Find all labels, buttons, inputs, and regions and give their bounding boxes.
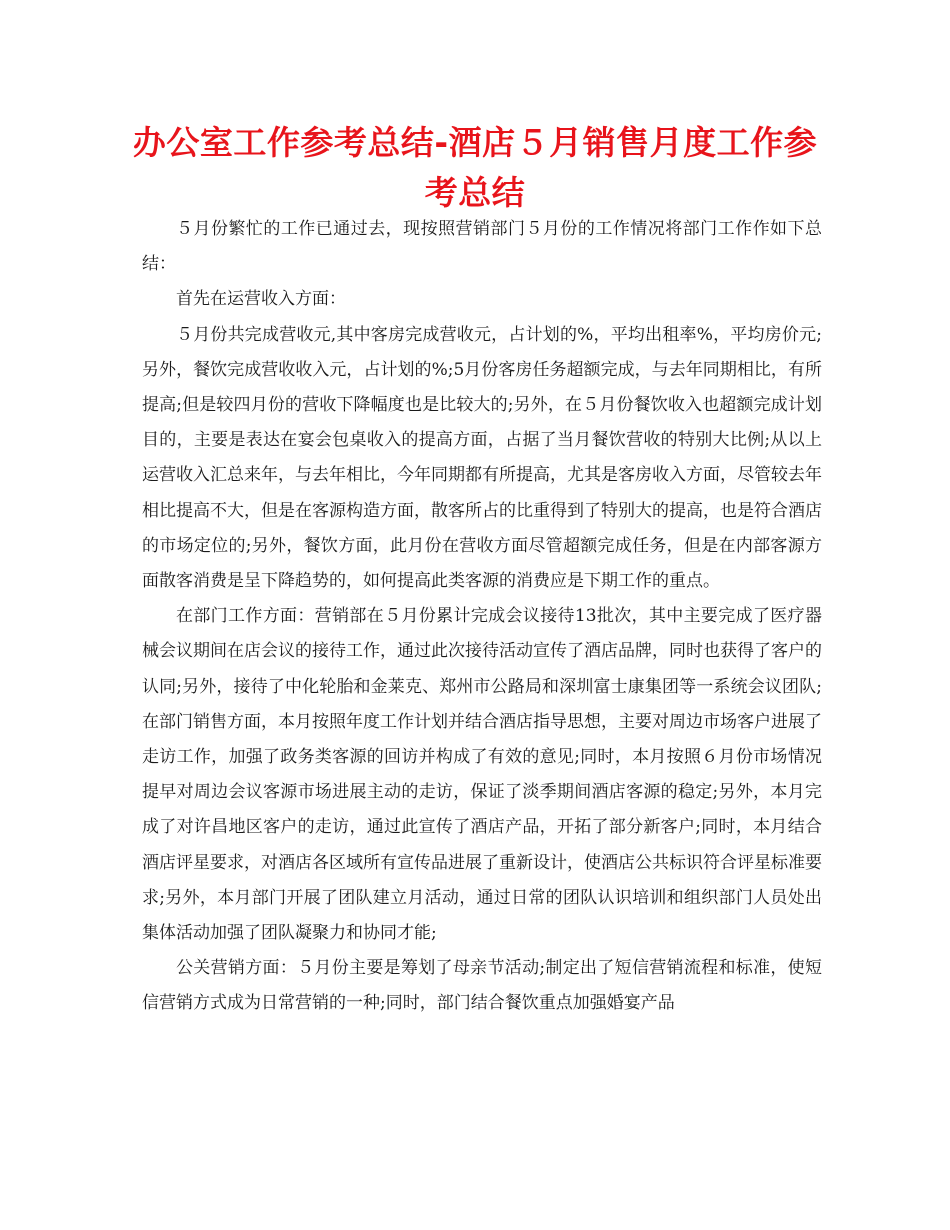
paragraph-pr-marketing: 公关营销方面：５月份主要是筹划了母亲节活动;制定出了短信营销流程和标准，使短信营销方式成为日常营销的一种;同时，部门结合餐饮重点加强婚宴产品 — [142, 958, 822, 1014]
document-title: 办公室工作参考总结-酒店５月销售月度工作参考总结 — [132, 123, 818, 212]
paragraph-department-work: 在部门工作方面：营销部在５月份累计完成会议接待13批次，其中主要完成了医疗器械会议期间在店会议的接待工作，通过此次接待活动宣传了酒店品牌，同时也获得了客户的认同;另外，接待了中化轮胎和金莱克、郑州市公路局和深圳富士康集团等一系统会议团队;在部门销售方面，本月按照年度工作计划并结合酒店指导思想，主要对周边市场客户进展了走访工作，加强了政务类客源的回访并构成了有效的意见;同时，本月按照６月份市场情况提早对周边会议客源市场进展主动的走访，保证了淡季期间酒店客源的稳定;另外，本月完成了对许昌地区客户的走访，通过此宣传了酒店产品，开拓了部分新客户;同时，本月结合酒店评星要求，对酒店各区域所有宣传品进展了重新设计，使酒店公共标识符合评星标准要求;另外，本月部门开展了团队建立月活动，通过日常的团队认识培训和组织部门人员处出集体活动加强了团队凝聚力和协同才能; — [142, 606, 822, 944]
paragraph-revenue-details: ５月份共完成营收元,其中客房完成营收元，占计划的%，平均出租率%，平均房价元;另外，餐饮完成营收收入元，占计划的%;5月份客房任务超额完成，与去年同期相比，有所提高;但是较四月份的营收下降幅度也是比较大的;另外，在５月份餐饮收入也超额完成计划目的，主要是表达在宴会包桌收入的提高方面，占据了当月餐饮营收的特别大比例;从以上运营收入汇总来年，与去年相比，今年同期都有所提高，尤其是客房收入方面，尽管较去年相比提高不大，但是在客源构造方面，散客所占的比重得到了特别大的提高，也是符合酒店的市场定位的;另外，餐饮方面，此月份在营收方面尽管超额完成任务，但是在内部客源方面散客消费是呈下降趋势的，如何提高此类客源的消费应是下期工作的重点。 — [142, 324, 822, 592]
paragraph-revenue-heading: 首先在运营收入方面： — [176, 289, 346, 310]
document-body — [142, 212, 822, 1022]
paragraph-intro: ５月份繁忙的工作已通过去，现按照营销部门５月份的工作情况将部门工作作如下总结： — [142, 219, 822, 275]
